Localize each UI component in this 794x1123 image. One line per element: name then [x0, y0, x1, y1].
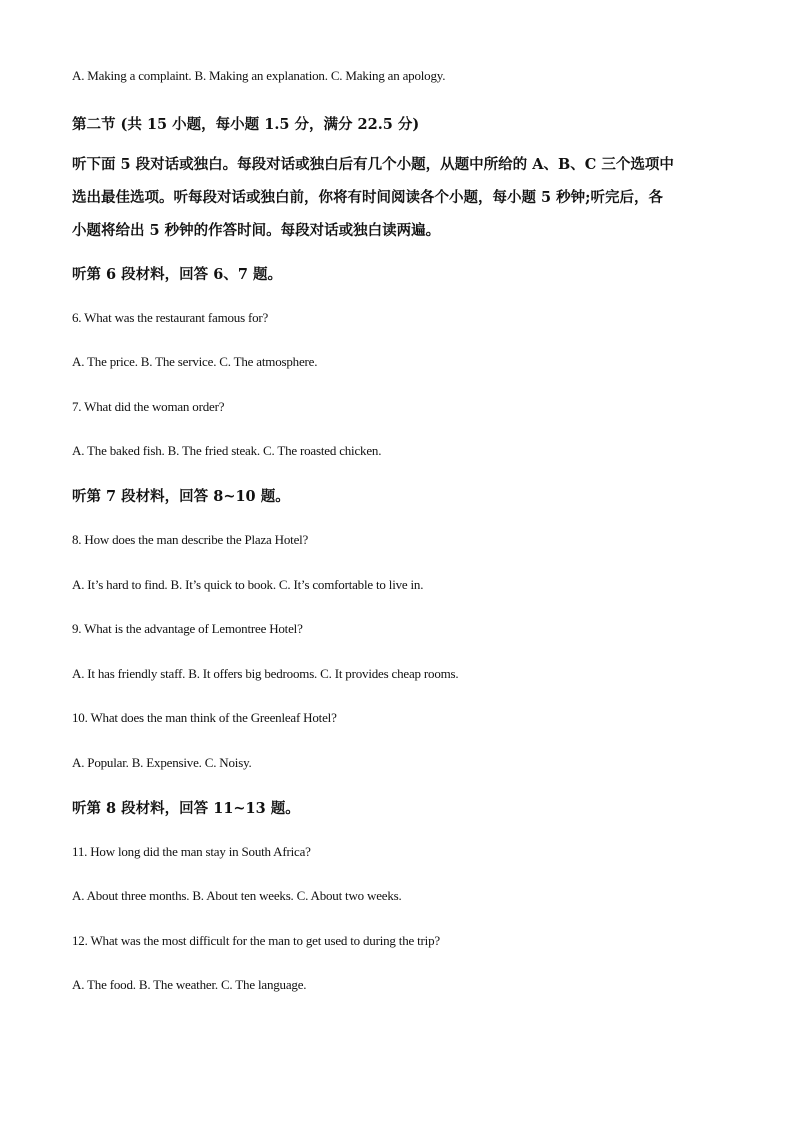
instructions-line: 听下面 5 段对话或独白。每段对话或独白后有几个小题，从题中所给的 A、B、C 三个选项中 [72, 156, 674, 173]
question-text: 6. What was the restaurant famous for? [72, 310, 269, 325]
question-options: A. The food. B. The weather. C. The language. [72, 977, 307, 992]
question-text: 10. What does the man think of the Greenleaf Hotel? [72, 710, 337, 725]
group-header: 听第 7 段材料，回答 8~10 题。 [72, 488, 290, 505]
group-header: 听第 8 段材料，回答 11~13 题。 [72, 800, 300, 817]
question-text: 12. What was the most difficult for the man to get used to during the trip? [72, 933, 440, 948]
group-header: 听第 6 段材料，回答 6、7 题。 [72, 266, 282, 283]
question-text: 7. What did the woman order? [72, 399, 225, 414]
section-title: 第二节 (共 15 小题，每小题 1.5 分，满分 22.5 分) [72, 116, 420, 133]
question-options: A. The price. B. The service. C. The atmosphere. [72, 354, 318, 369]
question-text: 8. How does the man describe the Plaza Hotel? [72, 532, 309, 547]
question-options: A. The baked fish. B. The fried steak. C. The roasted chicken. [72, 443, 382, 458]
question-options: A. It’s hard to find. B. It’s quick to book. C. It’s comfortable to live in. [72, 577, 424, 592]
question-text: 11. How long did the man stay in South Africa? [72, 844, 311, 859]
instructions-line: 选出最佳选项。听每段对话或独白前，你将有时间阅读各个小题，每小题 5 秒钟;听完后，各 [72, 189, 664, 206]
question-options: A. Popular. B. Expensive. C. Noisy. [72, 755, 252, 770]
section-instructions [72, 148, 724, 247]
question-options: A. It has friendly staff. B. It offers big bedrooms. C. It provides cheap rooms. [72, 666, 459, 681]
question-options: A. About three months. B. About ten weeks. C. About two weeks. [72, 888, 402, 903]
question-text: 9. What is the advantage of Lemontree Hotel? [72, 621, 303, 636]
instructions-line: 小题将给出 5 秒钟的作答时间。每段对话或独白读两遍。 [72, 222, 441, 239]
prev-question-options: A. Making a complaint. B. Making an explanation. C. Making an apology. [72, 68, 446, 83]
